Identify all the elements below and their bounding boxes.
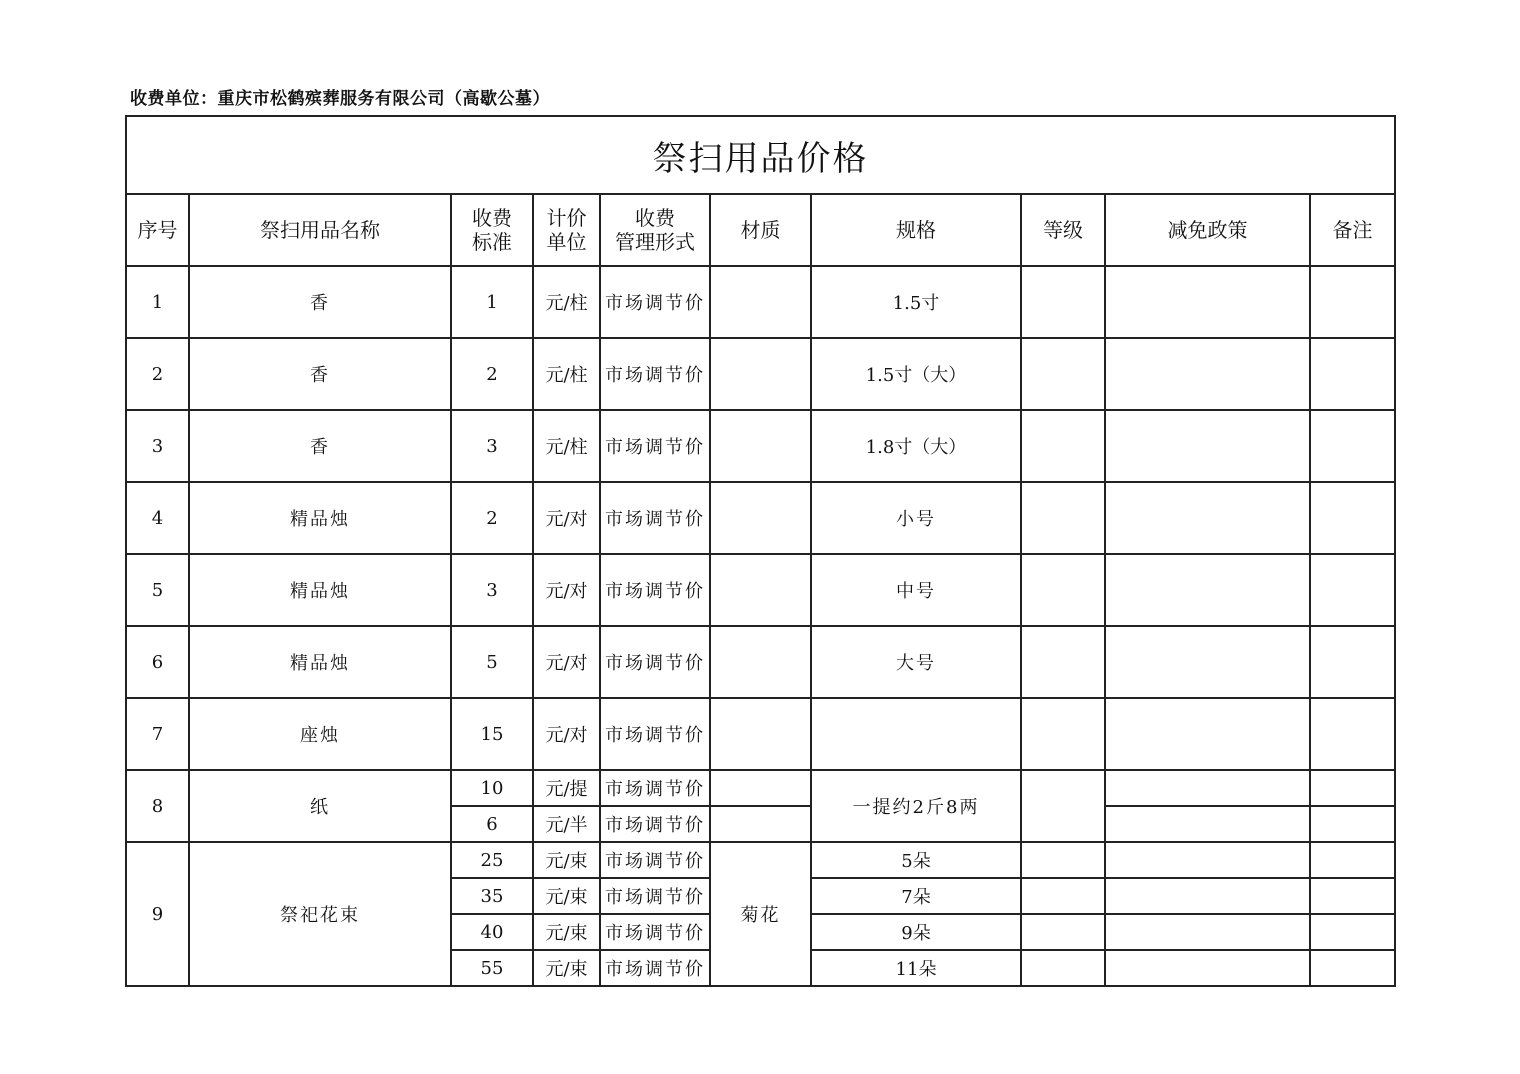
cell-name: 香 xyxy=(189,266,451,338)
cell-seq: 6 xyxy=(126,626,189,698)
cell-spec: 中号 xyxy=(811,554,1021,626)
cell-mgmt: 市场调节价 xyxy=(600,338,710,410)
cell-mgmt: 市场调节价 xyxy=(600,806,710,842)
cell-spec: 5朵 xyxy=(811,842,1021,878)
cell-mgmt: 市场调节价 xyxy=(600,770,710,806)
cell-unit: 元/束 xyxy=(533,950,600,986)
cell-unit: 元/对 xyxy=(533,554,600,626)
cell-spec: 1.5寸 xyxy=(811,266,1021,338)
cell-discount xyxy=(1105,914,1310,950)
cell-discount xyxy=(1105,482,1310,554)
cell-grade xyxy=(1021,626,1105,698)
col-header-price-line1: 收费 xyxy=(472,206,512,230)
header-row xyxy=(126,194,1395,266)
cell-unit: 元/柱 xyxy=(533,266,600,338)
cell-name: 座烛 xyxy=(189,698,451,770)
table-row xyxy=(126,338,1395,410)
cell-material xyxy=(710,338,811,410)
cell-discount xyxy=(1105,266,1310,338)
cell-name: 祭祀花束 xyxy=(189,842,451,986)
cell-unit: 元/柱 xyxy=(533,338,600,410)
cell-grade xyxy=(1021,410,1105,482)
cell-discount xyxy=(1105,770,1310,806)
col-header-mgmt xyxy=(600,194,710,266)
cell-material xyxy=(710,410,811,482)
cell-seq: 8 xyxy=(126,770,189,842)
cell-mgmt: 市场调节价 xyxy=(600,914,710,950)
cell-mgmt: 市场调节价 xyxy=(600,626,710,698)
cell-remark xyxy=(1310,554,1395,626)
cell-price: 2 xyxy=(451,482,533,554)
col-header-price-line2: 标准 xyxy=(472,230,512,254)
cell-grade xyxy=(1021,950,1105,986)
table-row xyxy=(126,266,1395,338)
cell-unit: 元/束 xyxy=(533,914,600,950)
cell-spec: 一提约2斤8两 xyxy=(811,770,1021,842)
cell-discount xyxy=(1105,878,1310,914)
table-row xyxy=(126,626,1395,698)
cell-seq: 4 xyxy=(126,482,189,554)
table-row xyxy=(126,698,1395,770)
col-header-remark: 备注 xyxy=(1310,194,1395,266)
cell-material xyxy=(710,482,811,554)
cell-discount xyxy=(1105,806,1310,842)
cell-material xyxy=(710,806,811,842)
cell-discount xyxy=(1105,338,1310,410)
col-header-price xyxy=(451,194,533,266)
cell-unit: 元/对 xyxy=(533,482,600,554)
cell-mgmt: 市场调节价 xyxy=(600,266,710,338)
cell-price: 15 xyxy=(451,698,533,770)
cell-seq: 3 xyxy=(126,410,189,482)
cell-discount xyxy=(1105,410,1310,482)
cell-seq: 9 xyxy=(126,842,189,986)
cell-material xyxy=(710,554,811,626)
cell-seq: 1 xyxy=(126,266,189,338)
cell-price: 10 xyxy=(451,770,533,806)
cell-seq: 5 xyxy=(126,554,189,626)
col-header-mgmt-line2: 管理形式 xyxy=(615,230,695,254)
cell-mgmt: 市场调节价 xyxy=(600,698,710,770)
cell-mgmt: 市场调节价 xyxy=(600,950,710,986)
cell-grade xyxy=(1021,770,1105,842)
cell-material: 菊花 xyxy=(710,842,811,986)
cell-spec: 小号 xyxy=(811,482,1021,554)
cell-name: 精品烛 xyxy=(189,626,451,698)
cell-seq: 7 xyxy=(126,698,189,770)
cell-remark xyxy=(1310,338,1395,410)
col-header-material: 材质 xyxy=(710,194,811,266)
col-header-unit-line2: 单位 xyxy=(546,230,587,254)
cell-mgmt: 市场调节价 xyxy=(600,410,710,482)
cell-grade xyxy=(1021,338,1105,410)
cell-mgmt: 市场调节价 xyxy=(600,482,710,554)
cell-spec: 9朵 xyxy=(811,914,1021,950)
price-table xyxy=(125,115,1396,987)
cell-price: 40 xyxy=(451,914,533,950)
cell-name: 精品烛 xyxy=(189,554,451,626)
cell-mgmt: 市场调节价 xyxy=(600,842,710,878)
table-row xyxy=(126,554,1395,626)
table-row xyxy=(126,482,1395,554)
col-header-spec: 规格 xyxy=(811,194,1021,266)
cell-price: 25 xyxy=(451,842,533,878)
cell-discount xyxy=(1105,626,1310,698)
cell-price: 1 xyxy=(451,266,533,338)
col-header-seq: 序号 xyxy=(126,194,189,266)
cell-remark xyxy=(1310,770,1395,806)
cell-discount xyxy=(1105,554,1310,626)
col-header-unit-line1: 计价 xyxy=(546,206,587,230)
cell-spec: 11朵 xyxy=(811,950,1021,986)
charging-unit-line: 收费单位：重庆市松鹤殡葬服务有限公司（高歇公墓） xyxy=(130,89,550,109)
cell-remark xyxy=(1310,806,1395,842)
cell-remark xyxy=(1310,842,1395,878)
cell-unit: 元/半 xyxy=(533,806,600,842)
col-header-name: 祭扫用品名称 xyxy=(189,194,451,266)
cell-remark xyxy=(1310,266,1395,338)
cell-price: 55 xyxy=(451,950,533,986)
table-title: 祭扫用品价格 xyxy=(126,116,1395,194)
cell-grade xyxy=(1021,914,1105,950)
col-header-grade: 等级 xyxy=(1021,194,1105,266)
cell-remark xyxy=(1310,626,1395,698)
cell-unit: 元/提 xyxy=(533,770,600,806)
cell-price: 5 xyxy=(451,626,533,698)
col-header-mgmt-line1: 收费 xyxy=(635,206,675,230)
cell-mgmt: 市场调节价 xyxy=(600,878,710,914)
cell-name: 香 xyxy=(189,338,451,410)
cell-name: 纸 xyxy=(189,770,451,842)
cell-spec: 7朵 xyxy=(811,878,1021,914)
col-header-discount: 减免政策 xyxy=(1105,194,1310,266)
cell-remark xyxy=(1310,878,1395,914)
cell-unit: 元/束 xyxy=(533,878,600,914)
cell-grade xyxy=(1021,266,1105,338)
cell-mgmt: 市场调节价 xyxy=(600,554,710,626)
cell-material xyxy=(710,770,811,806)
cell-remark xyxy=(1310,698,1395,770)
cell-price: 2 xyxy=(451,338,533,410)
cell-grade xyxy=(1021,482,1105,554)
cell-discount xyxy=(1105,950,1310,986)
cell-material xyxy=(710,626,811,698)
cell-material xyxy=(710,266,811,338)
table-row xyxy=(126,770,1395,806)
table-row xyxy=(126,410,1395,482)
cell-spec: 大号 xyxy=(811,626,1021,698)
cell-price: 3 xyxy=(451,410,533,482)
table-row xyxy=(126,842,1395,878)
cell-grade xyxy=(1021,878,1105,914)
col-header-unit xyxy=(533,194,600,266)
cell-grade xyxy=(1021,842,1105,878)
cell-name: 精品烛 xyxy=(189,482,451,554)
cell-seq: 2 xyxy=(126,338,189,410)
cell-grade xyxy=(1021,698,1105,770)
cell-price: 35 xyxy=(451,878,533,914)
cell-discount xyxy=(1105,698,1310,770)
cell-material xyxy=(710,698,811,770)
cell-unit: 元/对 xyxy=(533,698,600,770)
cell-name: 香 xyxy=(189,410,451,482)
cell-unit: 元/对 xyxy=(533,626,600,698)
cell-remark xyxy=(1310,410,1395,482)
cell-price: 6 xyxy=(451,806,533,842)
cell-remark xyxy=(1310,482,1395,554)
cell-remark xyxy=(1310,914,1395,950)
cell-spec: 1.5寸（大） xyxy=(811,338,1021,410)
cell-discount xyxy=(1105,842,1310,878)
cell-remark xyxy=(1310,950,1395,986)
cell-price: 3 xyxy=(451,554,533,626)
cell-spec xyxy=(811,698,1021,770)
cell-spec: 1.8寸（大） xyxy=(811,410,1021,482)
cell-unit: 元/束 xyxy=(533,842,600,878)
cell-unit: 元/柱 xyxy=(533,410,600,482)
cell-grade xyxy=(1021,554,1105,626)
